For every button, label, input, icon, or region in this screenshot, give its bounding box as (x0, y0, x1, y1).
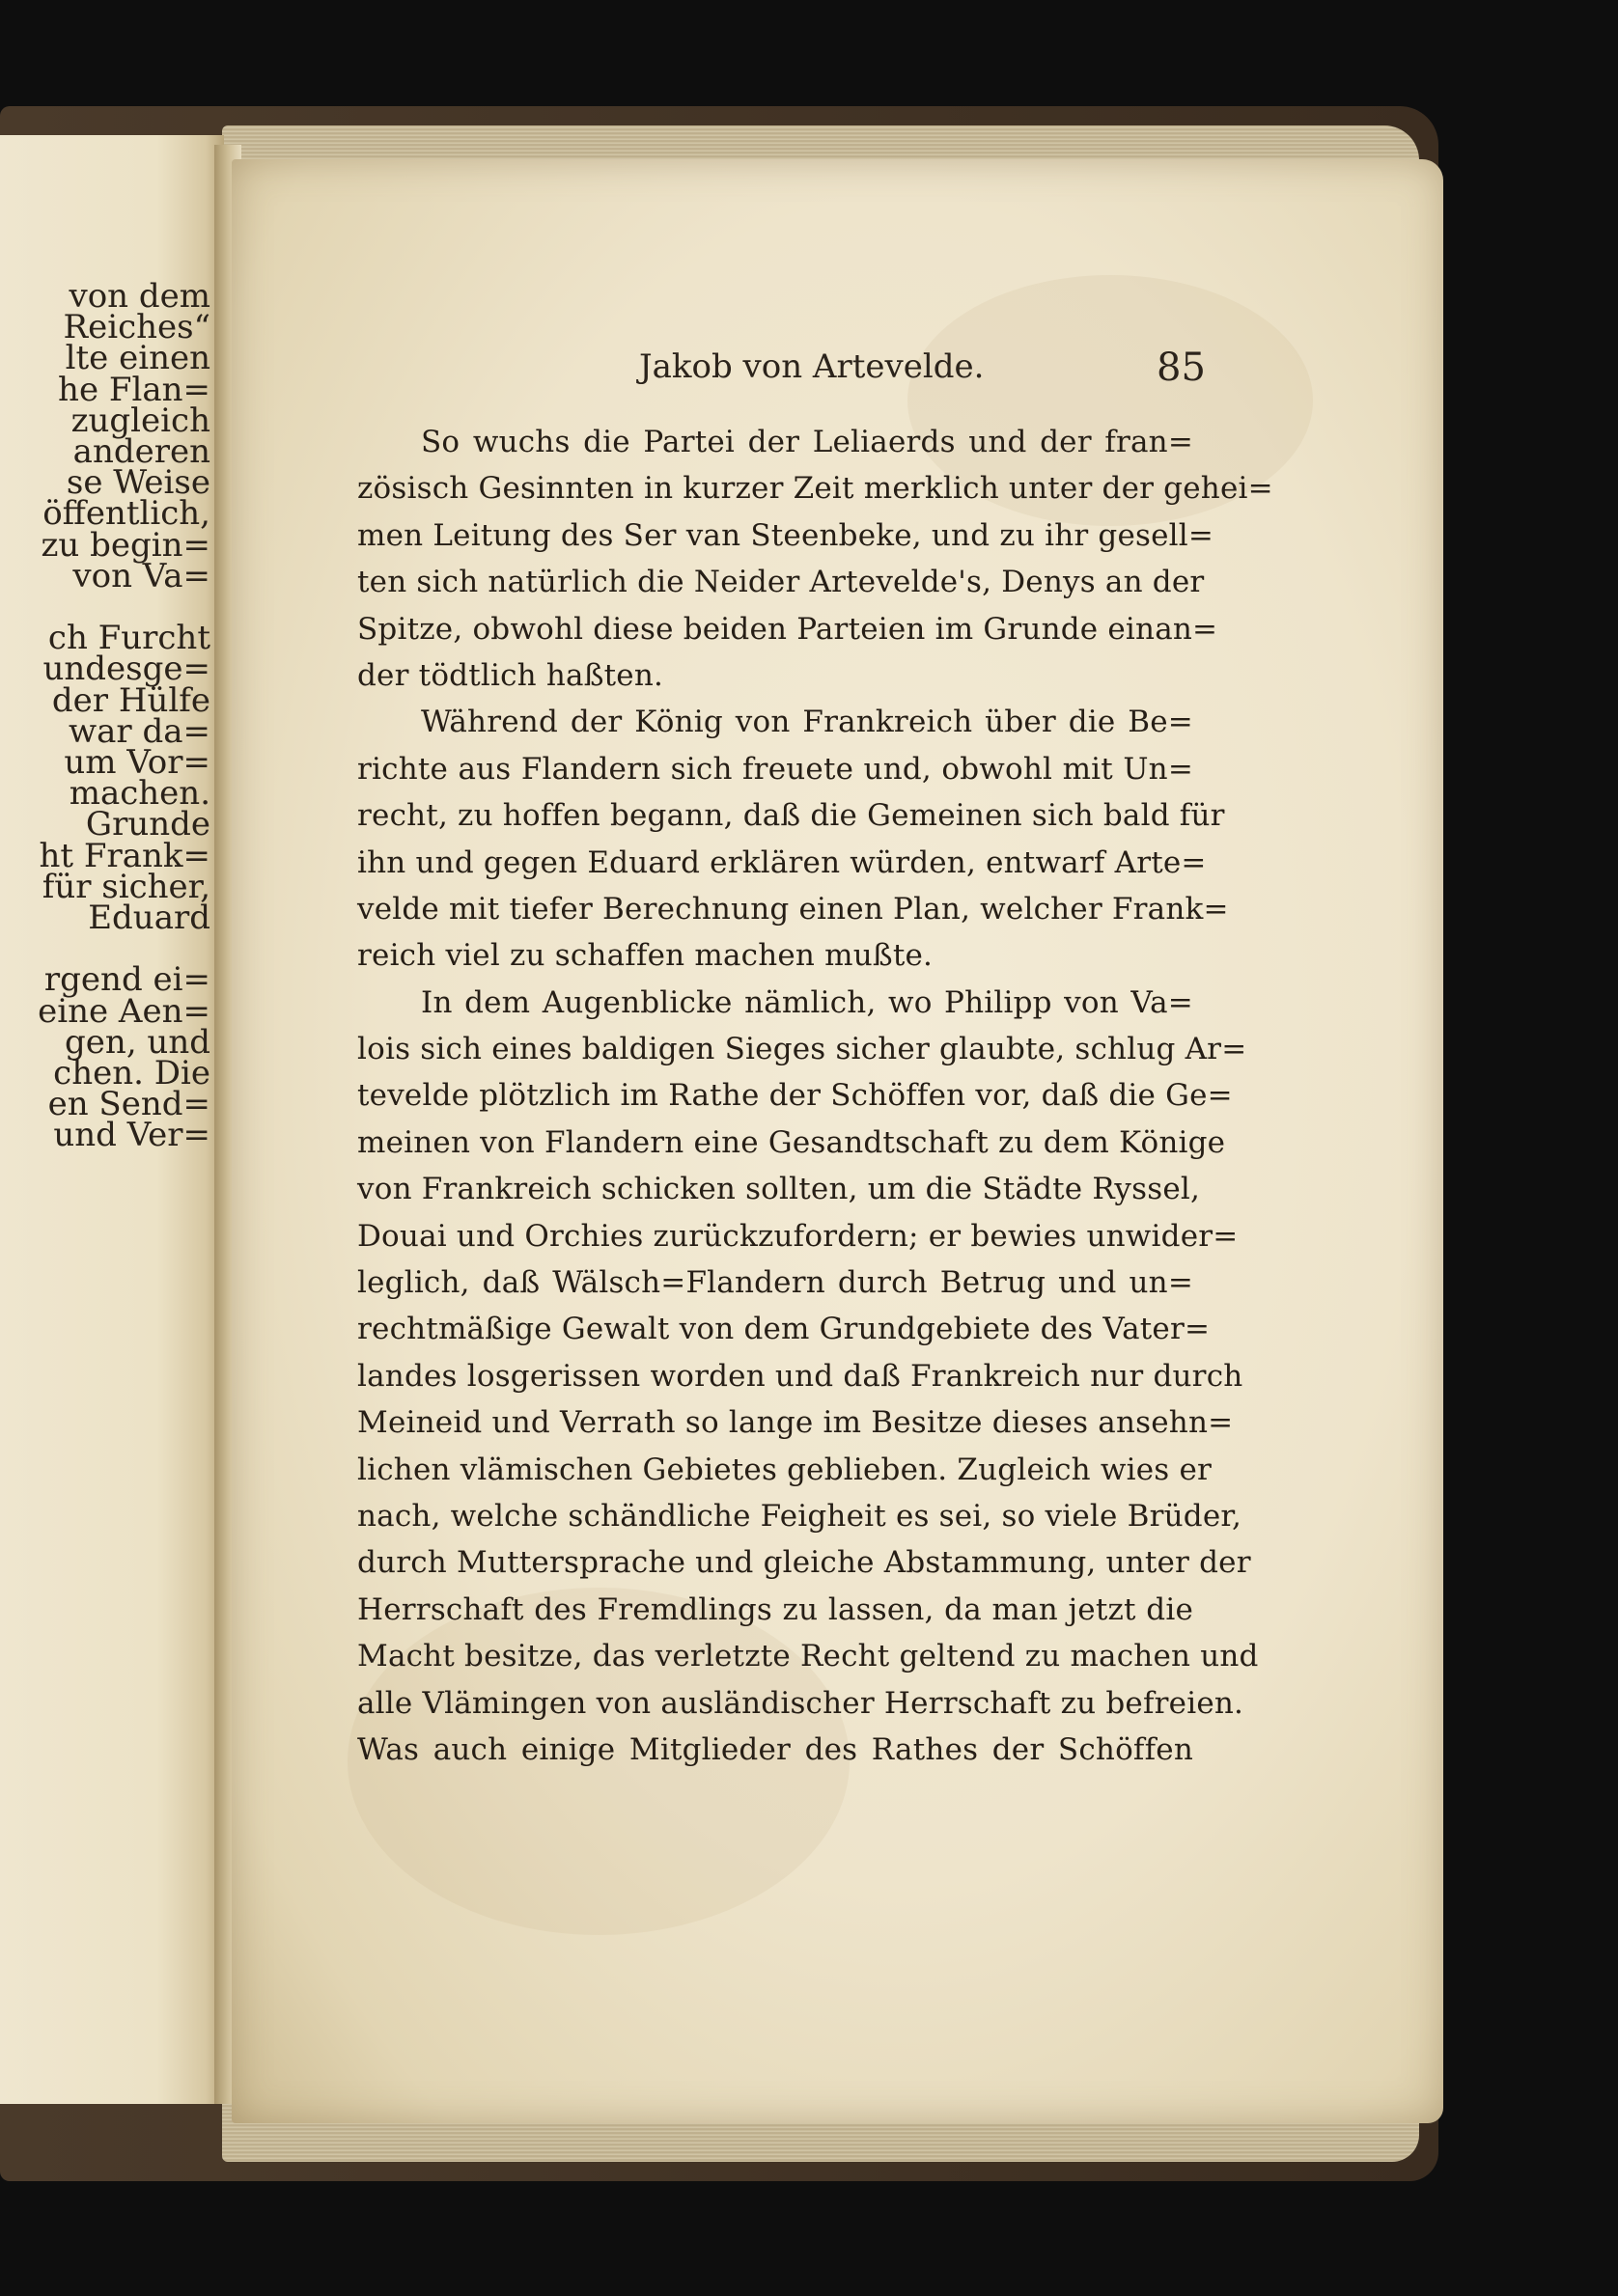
left-page-line: öffentlich, (42, 494, 210, 534)
text-line: durch Muttersprache und gleiche Abstammung, unter der (357, 1545, 1251, 1581)
left-page-line: ch Furcht (47, 619, 210, 658)
left-page-line: ht Frank= (39, 836, 210, 875)
text-line: In dem Augenblicke nämlich, wo Philipp von Va= (421, 984, 1193, 1020)
text-line: leglich, daß Wälsch=Flandern durch Betrug und un= (357, 1265, 1193, 1301)
text-line: Douai und Orchies zurückzufordern; er bewies unwider= (357, 1218, 1239, 1254)
left-page-line: anderen (72, 432, 210, 471)
left-page-line: der Hülfe (51, 680, 210, 720)
left-page-line: chen. Die (53, 1054, 210, 1093)
left-page-line: Grunde (85, 805, 210, 844)
body-text (357, 419, 1273, 1773)
text-line: lois sich eines baldigen Sieges sicher glaubte, schlug Ar= (357, 1032, 1247, 1067)
text-line: ten sich natürlich die Neider Artevelde's, Denys an der (357, 565, 1205, 600)
left-page-line: machen. (69, 774, 210, 814)
text-line: meinen von Flandern eine Gesandtschaft zu dem Könige (357, 1124, 1226, 1160)
left-page-line: se Weise (66, 463, 210, 503)
text-line: alle Vlämingen von ausländischer Herrschaft zu befreien. (357, 1685, 1244, 1721)
left-page (0, 135, 224, 2104)
left-page-line: für sicher, (42, 867, 210, 906)
running-head: Jakob von Artevelde. (639, 347, 985, 386)
text-line: Was auch einige Mitglieder des Rathes der Schöffen (357, 1731, 1193, 1767)
left-page-line: undesge= (42, 650, 210, 689)
left-page-line: rgend ei= (43, 960, 210, 1000)
text-line: richte aus Flandern sich freuete und, obwohl mit Un= (357, 751, 1193, 787)
text-line: Spitze, obwohl diese beiden Parteien im Grunde einan= (357, 611, 1218, 647)
left-page-line: zu begin= (41, 525, 210, 565)
text-line: Meineid und Verrath so lange im Besitze dieses ansehn= (357, 1405, 1234, 1441)
text-line: ihn und gegen Eduard erklären würden, entwarf Arte= (357, 844, 1207, 880)
left-page-line: und Ver= (53, 1116, 210, 1155)
text-line: lichen vlämischen Gebietes geblieben. Zugleich wies er (357, 1452, 1213, 1487)
left-page-line: he Flan= (58, 370, 210, 409)
text-line: recht, zu hoffen begann, daß die Gemeinen sich bald für (357, 798, 1225, 834)
text-line: der tödtlich haßten. (357, 657, 664, 693)
left-page-line: um Vor= (64, 743, 210, 782)
text-line: Während der König von Frankreich über die Be= (421, 705, 1193, 740)
text-line: von Frankreich schicken sollten, um die Städte Ryssel, (357, 1172, 1201, 1207)
left-page-line: eine Aen= (38, 991, 210, 1031)
text-line: Macht besitze, das verletzte Recht geltend zu machen und (357, 1639, 1259, 1674)
text-line: men Leitung des Ser van Steenbeke, und zu ihr gesell= (357, 517, 1214, 553)
text-line: rechtmäßige Gewalt von dem Grundgebiete des Vater= (357, 1312, 1211, 1347)
text-line: velde mit tiefer Berechnung einen Plan, welcher Frank= (357, 891, 1229, 927)
left-page-line: Reiches“ (63, 308, 210, 347)
text-line: So wuchs die Partei der Leliaerds und der fran= (421, 425, 1193, 459)
left-page-line: von dem (69, 277, 210, 316)
text-line: landes losgerissen worden und daß Frankreich nur durch (357, 1358, 1243, 1394)
text-line: Herrschaft des Fremdlings zu lassen, da man jetzt die (357, 1591, 1193, 1627)
left-page-line: gen, und (65, 1022, 210, 1062)
left-page-line: zugleich (70, 401, 210, 440)
text-line: tevelde plötzlich im Rathe der Schöffen vor, daß die Ge= (357, 1078, 1233, 1114)
left-page-line: Eduard (88, 899, 210, 937)
text-line: reich viel zu schaffen machen mußte. (357, 938, 934, 974)
page-number: 85 (1157, 346, 1206, 390)
left-page-line: en Send= (47, 1085, 210, 1124)
left-page-line: war da= (69, 711, 210, 751)
text-line: zösisch Gesinnten in kurzer Zeit merklich unter der gehei= (357, 471, 1273, 507)
text-line: nach, welche schändliche Feigheit es sei, so viele Brüder, (357, 1498, 1242, 1534)
left-page-line: von Va= (72, 556, 210, 595)
left-page-line: lte einen (65, 339, 210, 378)
